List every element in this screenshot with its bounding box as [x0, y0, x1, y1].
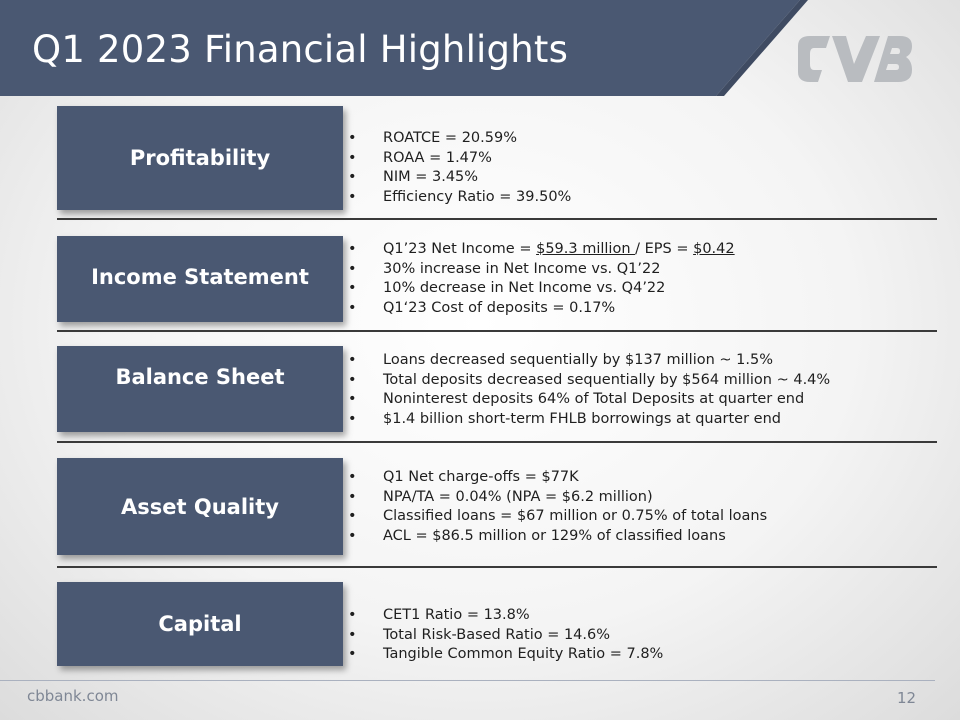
bullet-item: • Q1‘23 Cost of deposits = 0.17% — [345, 299, 735, 319]
section-divider — [57, 566, 937, 568]
section-divider — [57, 441, 937, 443]
bullet-item: • Total deposits decreased sequentially by $564 million ~ 4.4% — [345, 371, 830, 391]
section-label-income-statement — [57, 236, 343, 322]
net-income-prefix: Q1’23 Net Income = — [383, 241, 537, 257]
section-label-text: Profitability — [129, 146, 271, 170]
bullet-item: • Noninterest deposits 64% of Total Deposits at quarter end — [345, 390, 830, 410]
page-title: Q1 2023 Financial Highlights — [32, 28, 569, 71]
section-label-text: Capital — [158, 612, 242, 636]
profitability-bullets — [345, 129, 571, 207]
cvb-logo-icon — [796, 34, 914, 84]
section-label-text: Balance Sheet — [115, 365, 285, 389]
footer-website: cbbank.com — [27, 687, 119, 705]
balance-sheet-bullets — [345, 351, 830, 429]
eps-value: $0.42 — [693, 241, 735, 257]
bullet-item: • Loans decreased sequentially by $137 million ~ 1.5% — [345, 351, 830, 371]
bullet-item: • 10% decrease in Net Income vs. Q4’22 — [345, 279, 735, 299]
bullet-item: • $1.4 billion short-term FHLB borrowings at quarter end — [345, 410, 830, 430]
bullet-item: • NPA/TA = 0.04% (NPA = $6.2 million) — [345, 488, 767, 508]
section-label-text: Income Statement — [91, 265, 309, 289]
section-label-asset-quality — [57, 458, 343, 555]
section-label-capital — [57, 582, 343, 666]
bullet-item: • CET1 Ratio = 13.8% — [345, 606, 663, 626]
page-number: 12 — [897, 689, 917, 707]
bullet-item: • 30% increase in Net Income vs. Q1’22 — [345, 260, 735, 280]
bullet-item: • Classified loans = $67 million or 0.75% of total loans — [345, 507, 767, 527]
footer-divider — [0, 680, 935, 681]
bullet-item: • ROAA = 1.47% — [345, 149, 571, 169]
asset-quality-bullets — [345, 468, 767, 546]
section-label-profitability — [57, 106, 343, 210]
bullet-item: • NIM = 3.45% — [345, 168, 571, 188]
bullet-item: • ROATCE = 20.59% — [345, 129, 571, 149]
section-label-text: Asset Quality — [121, 495, 279, 519]
bullet-item: • Total Risk-Based Ratio = 14.6% — [345, 626, 663, 646]
bullet-item: • Tangible Common Equity Ratio = 7.8% — [345, 645, 663, 665]
net-income-value: $59.3 million — [536, 241, 636, 257]
bullet-item-net-income — [345, 240, 735, 260]
bullet-item: • ACL = $86.5 million or 129% of classified loans — [345, 527, 767, 547]
capital-bullets — [345, 606, 663, 665]
section-divider — [57, 218, 937, 220]
income-statement-bullets — [345, 240, 735, 318]
section-label-balance-sheet — [57, 346, 343, 432]
section-divider — [57, 330, 937, 332]
bullet-item: • Q1 Net charge-offs = $77K — [345, 468, 767, 488]
bullet-item: • Efficiency Ratio = 39.50% — [345, 188, 571, 208]
eps-prefix: / EPS = — [635, 241, 694, 257]
